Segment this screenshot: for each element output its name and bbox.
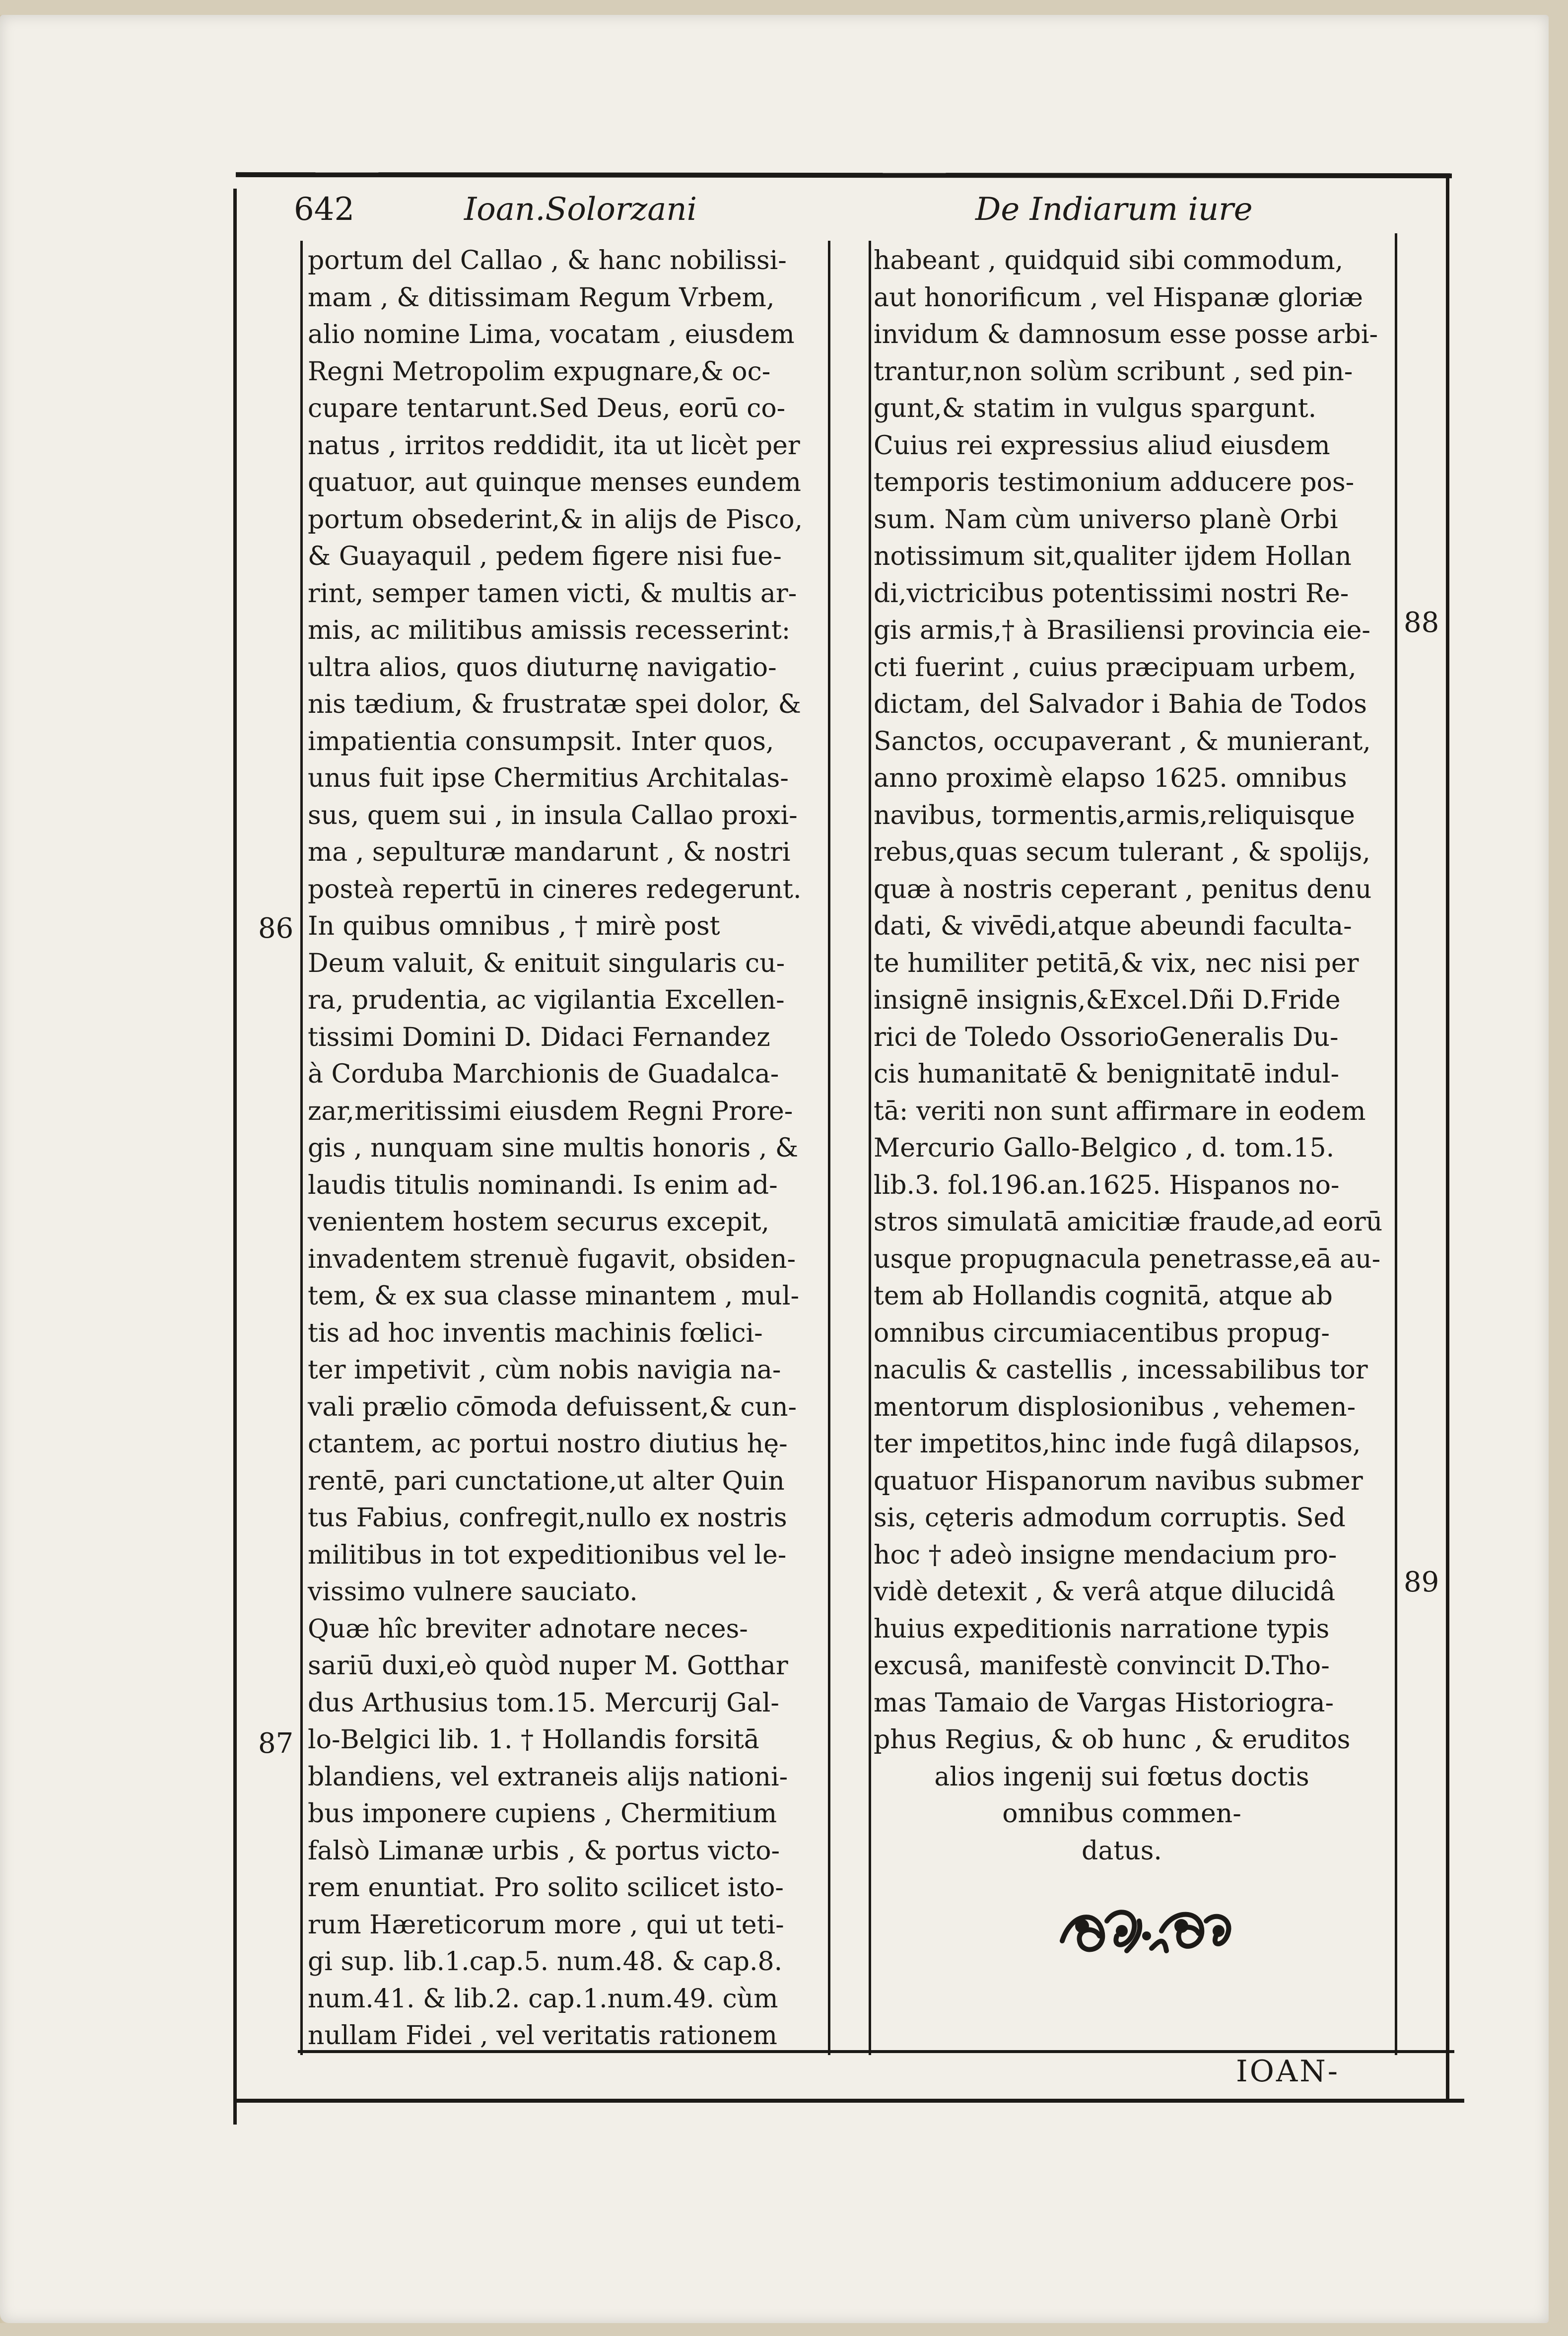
text-line: huius expeditionis narratione typis (874, 1614, 1330, 1644)
text-line: ctantem, ac portui nostro diutius hę- (308, 1429, 788, 1459)
text-line: rem enuntiat. Pro solito scilicet isto- (308, 1873, 784, 1903)
text-line: lib.3. fol.196.an.1625. Hispanos no- (874, 1170, 1340, 1200)
left-text-column (308, 242, 824, 2055)
text-line: Regni Metropolim expugnare,& oc- (308, 356, 771, 387)
text-line: stros simulatā amicitiæ fraude,ad eorū (874, 1207, 1383, 1237)
text-line: rum Hæreticorum more , qui ut teti- (308, 1910, 784, 1940)
text-line: impatientia consumpsit. Inter quos, (308, 726, 774, 756)
text-line: cti fuerint , cuius præcipuam urbem, (874, 652, 1357, 683)
text-line: tissimi Domini D. Didaci Fernandez (308, 1022, 770, 1052)
text-line: quatuor Hispanorum navibus submer (874, 1466, 1363, 1496)
text-line: Sanctos, occupaverant , & munierant, (874, 726, 1371, 756)
text-line: habeant , quidquid sibi commodum, (874, 246, 1344, 275)
left-column-outer-rule (828, 241, 830, 2055)
text-line: rebus,quas secum tulerant , & spolijs, (874, 837, 1370, 867)
text-line: usque propugnacula penetrasse,eā au- (874, 1244, 1381, 1274)
text-line: sariū duxi,eò quòd nuper M. Gotthar (308, 1651, 788, 1681)
text-line: gunt,& statim in vulgus spargunt. (874, 394, 1317, 423)
margin-number-89: 89 (1404, 1566, 1439, 1598)
text-line: sus, quem sui , in insula Callao proxi- (308, 800, 798, 830)
text-line: gi sup. lib.1.cap.5. num.48. & cap.8. (308, 1947, 783, 1977)
right-column-outer-rule (1395, 233, 1397, 2055)
text-line: anno proximè elapso 1625. omnibus (874, 763, 1347, 793)
text-line: temporis testimonium adducere pos- (874, 468, 1355, 497)
text-line: mas Tamaio de Vargas Historiogra- (874, 1688, 1334, 1718)
text-line: cupare tentarunt.Sed Deus, eorū co- (308, 394, 786, 423)
text-line: blandiens, vel extraneis alijs nationi- (308, 1762, 788, 1792)
text-line: di,victricibus potentissimi nostri Re- (874, 578, 1349, 609)
text-line: excusâ, manifestè convincit D.Tho- (874, 1651, 1330, 1681)
text-line: dictam, del Salvador i Bahia de Todos (874, 689, 1367, 719)
text-line: notissimum sit,qualiter ijdem Hollan (874, 542, 1352, 571)
text-line: quatuor, aut quinque menses eundem (308, 468, 801, 497)
text-line: tus Fabius, confregit,nullo ex nostris (308, 1503, 787, 1533)
text-line: venientem hostem securus excepit, (308, 1207, 770, 1237)
text-line: naculis & castellis , incessabilibus tor (874, 1355, 1368, 1385)
text-line: omnibus circumiacentibus propug- (874, 1318, 1330, 1348)
text-line: navibus, tormentis,armis,reliquisque (874, 800, 1355, 830)
text-line: datus. (1082, 1836, 1162, 1866)
text-line: quæ à nostris ceperant , penitus denu (874, 874, 1372, 904)
text-line: tā: veriti non sunt affirmare in eodem (874, 1096, 1366, 1126)
text-line: mam , & ditissimam Regum Vrbem, (308, 282, 775, 313)
text-line: tem ab Hollandis cognitā, atque ab (874, 1281, 1333, 1311)
text-line: tis ad hoc inventis machinis fœlici- (308, 1318, 763, 1348)
running-head-title: De Indiarum iure (975, 191, 1253, 228)
text-line: dati, & vivēdi,atque abeundi faculta- (874, 911, 1352, 941)
text-line: cis humanitatē & benignitatē indul- (874, 1059, 1340, 1089)
frame-bottom-rule (236, 2099, 1464, 2103)
text-line: invadentem strenuè fugavit, obsiden- (308, 1244, 796, 1274)
running-head-author: Ioan.Solorzani (464, 191, 697, 228)
text-line: unus fuit ipse Chermitius Architalas- (308, 763, 789, 793)
text-line: tem, & ex sua classe minantem , mul- (308, 1281, 800, 1311)
text-line: bus imponere cupiens , Chermitium (308, 1799, 777, 1829)
text-line: Cuius rei expressius aliud eiusdem (874, 430, 1330, 461)
text-line: & Guayaquil , pedem figere nisi fue- (308, 542, 782, 571)
frame-left-rule (233, 189, 237, 2125)
page-number: 642 (294, 191, 355, 228)
text-line: vissimo vulnere sauciato. (308, 1577, 638, 1607)
text-line: mentorum displosionibus , vehemen- (874, 1392, 1356, 1422)
text-line: nullam Fidei , vel veritatis rationem (308, 2021, 777, 2051)
text-line: rint, semper tamen victi, & multis ar- (308, 578, 797, 609)
text-line: num.41. & lib.2. cap.1.num.49. cùm (308, 1984, 778, 2014)
text-line: lo-Belgici lib. 1. † Hollandis forsitā (308, 1725, 759, 1755)
text-line: hoc † adeò insigne mendacium pro- (874, 1540, 1337, 1570)
text-line: zar,meritissimi eiusdem Regni Prore- (308, 1096, 793, 1126)
text-line: te humiliter petitā,& vix, nec nisi per (874, 948, 1359, 978)
text-line: ultra alios, quos diuturnę navigatio- (308, 652, 777, 683)
text-line: alio nomine Lima, vocatam , eiusdem (308, 320, 795, 349)
text-line: Deum valuit, & enituit singularis cu- (308, 948, 785, 978)
text-line: vidè detexit , & verâ atque dilucidâ (874, 1577, 1336, 1607)
text-line: gis , nunquam sine multis honoris , & (308, 1133, 799, 1163)
text-line: aut honorificum , vel Hispanæ gloriæ (874, 282, 1363, 313)
text-line: à Corduba Marchionis de Guadalca- (308, 1059, 779, 1089)
text-line: trantur,non solùm scribunt , sed pin- (874, 356, 1353, 387)
left-column-inner-rule (300, 241, 303, 2055)
right-text-column (874, 242, 1390, 1869)
catchword: IOAN- (1236, 2054, 1340, 2089)
text-line: portum del Callao , & hanc nobilissi- (308, 246, 787, 275)
text-line: phus Regius, & ob hunc , & eruditos (874, 1725, 1351, 1755)
text-line: alios ingenij sui fœtus doctis (934, 1762, 1309, 1792)
text-line: militibus in tot expeditionibus vel le- (308, 1540, 787, 1570)
frame-top-rule (236, 172, 1452, 178)
text-line: ra, prudentia, ac vigilantia Excellen- (308, 985, 785, 1015)
text-line: ma , sepulturæ mandarunt , & nostri (308, 837, 791, 867)
text-line: insignē insignis,&Excel.Dñi D.Fride (874, 985, 1341, 1015)
text-line: invidum & damnosum esse posse arbi- (874, 320, 1378, 349)
text-line: sum. Nam cùm universo planè Orbi (874, 504, 1338, 535)
text-line: omnibus commen- (1002, 1799, 1241, 1829)
text-line: sis, cęteris admodum corruptis. Sed (874, 1503, 1346, 1533)
text-line: gis armis,† à Brasiliensi provincia eie- (874, 616, 1370, 645)
margin-number-86: 86 (258, 912, 294, 945)
text-line: dus Arthusius tom.15. Mercurij Gal- (308, 1688, 779, 1718)
text-line: portum obsederint,& in alijs de Pisco, (308, 504, 803, 535)
margin-number-87: 87 (258, 1727, 294, 1760)
text-line: nis tædium, & frustratæ spei dolor, & (308, 689, 801, 719)
text-line: mis, ac militibus amissis recesserint: (308, 616, 791, 645)
text-line: laudis titulis nominandi. Is enim ad- (308, 1170, 778, 1200)
right-column-inner-rule (869, 241, 871, 2055)
text-line: rentē, pari cunctatione,ut alter Quin (308, 1466, 785, 1496)
text-line: falsò Limanæ urbis , & portus victo- (308, 1836, 780, 1866)
text-line: ter impetitos,hinc inde fugâ dilapsos, (874, 1429, 1361, 1459)
text-line: ter impetivit , cùm nobis navigia na- (308, 1355, 781, 1385)
text-line: natus , irritos reddidit, ita ut licèt per (308, 430, 800, 461)
text-line: In quibus omnibus , † mirè post (308, 911, 720, 941)
margin-number-88: 88 (1404, 607, 1439, 639)
text-line: rici de Toledo OssorioGeneralis Du- (874, 1022, 1339, 1052)
text-line: Quæ hîc breviter adnotare neces- (308, 1614, 748, 1644)
text-line: vali prælio cōmoda defuissent,& cun- (308, 1392, 797, 1422)
printers-ornament-icon (1052, 1901, 1241, 1961)
frame-right-rule (1446, 174, 1449, 2100)
text-line: Mercurio Gallo-Belgico , d. tom.15. (874, 1133, 1335, 1163)
text-line: posteà repertū in cineres redegerunt. (308, 874, 802, 904)
